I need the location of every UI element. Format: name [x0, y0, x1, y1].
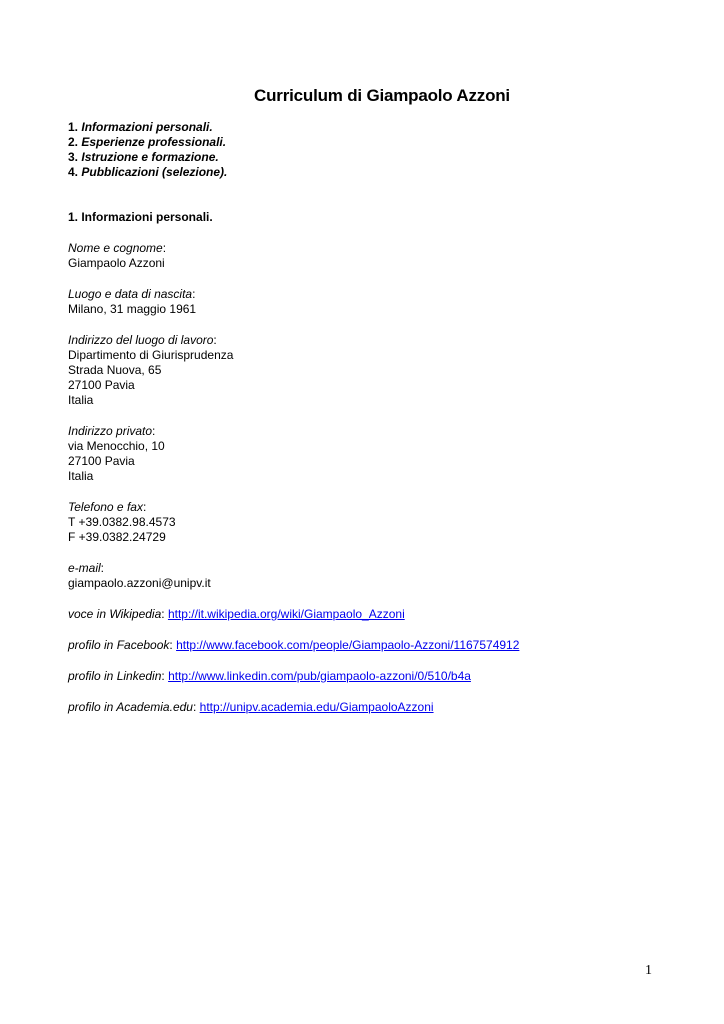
toc-item: 3. Istruzione e formazione. [68, 150, 219, 164]
toc-item: 4. Pubblicazioni (selezione). [68, 165, 228, 179]
field-value: T +39.0382.98.4573 [68, 515, 176, 529]
academia-link[interactable]: http://unipv.academia.edu/GiampaoloAzzoni [199, 700, 434, 714]
page-title: Curriculum di Giampaolo Azzoni [254, 86, 510, 105]
field-value: Giampaolo Azzoni [68, 256, 165, 270]
field-value: F +39.0382.24729 [68, 530, 166, 544]
field-label: Telefono e fax [68, 500, 143, 514]
field-value: Italia [68, 393, 94, 407]
field-value: via Menocchio, 10 [68, 439, 165, 453]
field-value: Strada Nuova, 65 [68, 363, 162, 377]
field-work-address: Indirizzo del luogo di lavoro: Dipartimento di Giurisprudenza Strada Nuova, 65 27100 Pavia Italia [68, 333, 668, 408]
field-value: 27100 Pavia [68, 454, 135, 468]
field-label: Nome e cognome [68, 241, 163, 255]
table-of-contents [68, 120, 668, 180]
toc-item: 2. Esperienze professionali. [68, 135, 227, 149]
link-wikipedia: voce in Wikipedia: http://it.wikipedia.org/wiki/Giampaolo_Azzoni [68, 607, 405, 621]
field-label: Indirizzo del luogo di lavoro [68, 333, 214, 347]
page-number: 1 [645, 963, 652, 978]
field-private-address: Indirizzo privato: via Menocchio, 10 27100 Pavia Italia [68, 424, 668, 484]
wikipedia-link[interactable]: http://it.wikipedia.org/wiki/Giampaolo_Azzoni [167, 607, 405, 621]
section-heading: 1. Informazioni personali. [68, 210, 213, 224]
facebook-link[interactable]: http://www.facebook.com/people/Giampaolo-Azzoni/1167574912 [176, 638, 520, 652]
field-value: 27100 Pavia [68, 378, 135, 392]
link-linkedin: profilo in Linkedin: http://www.linkedin.com/pub/giampaolo-azzoni/0/510/b4a [68, 669, 471, 683]
link-academia: profilo in Academia.edu: http://unipv.academia.edu/GiampaoloAzzoni [68, 700, 434, 714]
field-email: e-mail: giampaolo.azzoni@unipv.it [68, 561, 668, 591]
field-value: Dipartimento di Giurisprudenza [68, 348, 234, 362]
field-value: Milano, 31 maggio 1961 [68, 302, 197, 316]
link-facebook: profilo in Facebook: http://www.facebook.com/people/Giampaolo-Azzoni/1167574912 [68, 638, 520, 652]
toc-item: 1. Informazioni personali. [68, 120, 213, 134]
field-phone: Telefono e fax: T +39.0382.98.4573 F +39.0382.24729 [68, 500, 668, 545]
field-label: Indirizzo privato [68, 424, 153, 438]
field-label: Luogo e data di nascita [68, 287, 193, 301]
field-label: e-mail [68, 561, 101, 575]
field-value: giampaolo.azzoni@unipv.it [68, 576, 211, 590]
field-name: Nome e cognome: Giampaolo Azzoni [68, 241, 668, 271]
linkedin-link[interactable]: http://www.linkedin.com/pub/giampaolo-azzoni/0/510/b4a [168, 669, 471, 683]
field-birth: Luogo e data di nascita: Milano, 31 maggio 1961 [68, 287, 668, 317]
field-value: Italia [68, 469, 94, 483]
document-body [68, 120, 668, 715]
